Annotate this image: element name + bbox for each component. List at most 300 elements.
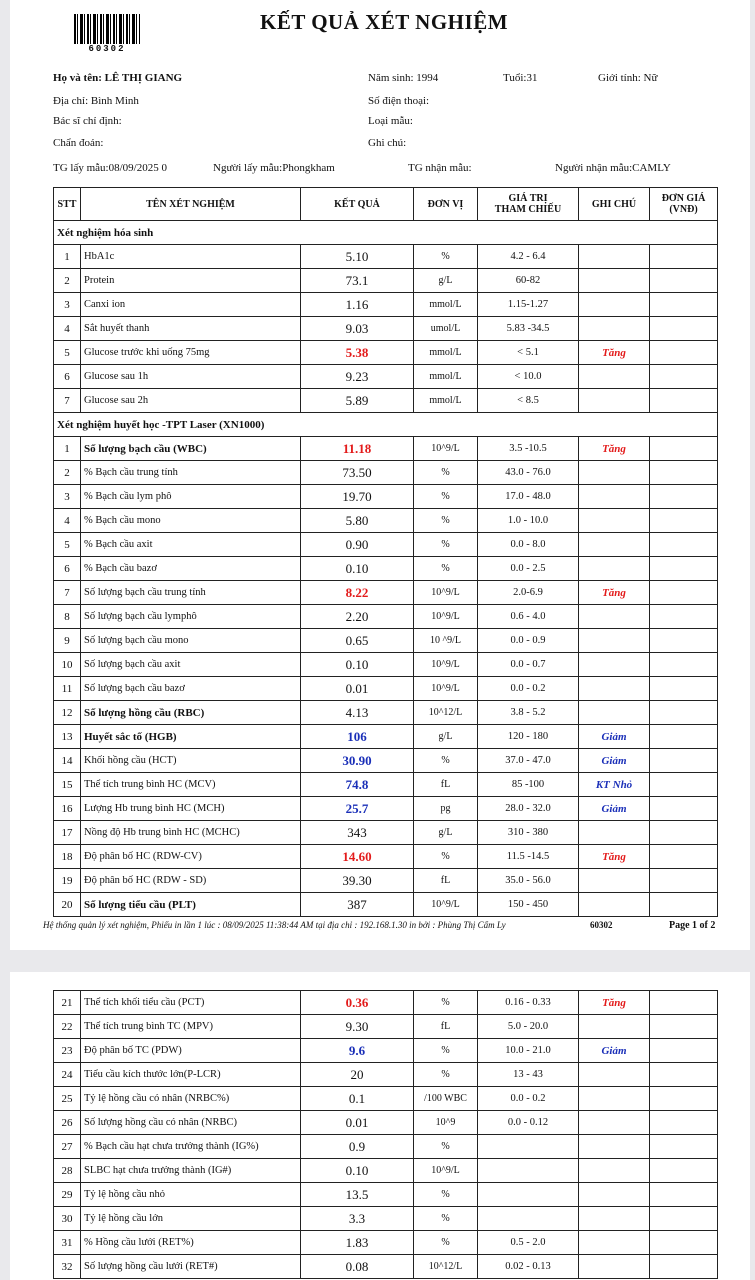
table-row bbox=[54, 991, 718, 1015]
table-row bbox=[54, 701, 718, 725]
cell-test-name: Canxi ion bbox=[81, 293, 301, 317]
cell-stt: 2 bbox=[54, 269, 81, 293]
cell-unit: % bbox=[414, 1183, 478, 1207]
cell-unit: g/L bbox=[414, 269, 478, 293]
table-row bbox=[54, 1159, 718, 1183]
cell-stt: 31 bbox=[54, 1231, 81, 1255]
table-row bbox=[54, 725, 718, 749]
cell-price bbox=[650, 389, 718, 413]
cell-test-name: Glucose sau 1h bbox=[81, 365, 301, 389]
cell-unit: % bbox=[414, 749, 478, 773]
table-row bbox=[54, 509, 718, 533]
cell-stt: 30 bbox=[54, 1207, 81, 1231]
cell-price bbox=[650, 869, 718, 893]
cell-reference: 0.02 - 0.13 bbox=[478, 1255, 579, 1279]
cell-note bbox=[579, 269, 650, 293]
cell-note bbox=[579, 1087, 650, 1111]
cell-reference: 60-82 bbox=[478, 269, 579, 293]
report-page-1 bbox=[10, 0, 750, 950]
cell-result: 387 bbox=[301, 893, 414, 917]
cell-price bbox=[650, 845, 718, 869]
sample-type-label: Loại mẫu: bbox=[368, 115, 413, 127]
table-row bbox=[54, 629, 718, 653]
table-row bbox=[54, 461, 718, 485]
results-table bbox=[53, 187, 718, 917]
cell-test-name: Glucose trước khi uống 75mg bbox=[81, 341, 301, 365]
table-row bbox=[54, 365, 718, 389]
cell-result: 0.1 bbox=[301, 1087, 414, 1111]
table-row bbox=[54, 1231, 718, 1255]
header-result: KẾT QUẢ bbox=[301, 188, 414, 221]
cell-unit: 10^9 bbox=[414, 1111, 478, 1135]
cell-test-name: Thể tích khối tiểu cầu (PCT) bbox=[81, 991, 301, 1015]
cell-price bbox=[650, 245, 718, 269]
cell-note bbox=[579, 677, 650, 701]
cell-reference: 17.0 - 48.0 bbox=[478, 485, 579, 509]
cell-result: 2.20 bbox=[301, 605, 414, 629]
cell-price bbox=[650, 269, 718, 293]
cell-test-name: HbA1c bbox=[81, 245, 301, 269]
cell-result: 9.03 bbox=[301, 317, 414, 341]
cell-price bbox=[650, 461, 718, 485]
cell-stt: 2 bbox=[54, 461, 81, 485]
cell-test-name: Lượng Hb trung bình HC (MCH) bbox=[81, 797, 301, 821]
cell-price bbox=[650, 581, 718, 605]
cell-stt: 22 bbox=[54, 1015, 81, 1039]
cell-reference: 85 -100 bbox=[478, 773, 579, 797]
table-row bbox=[54, 605, 718, 629]
birth-year-line: Năm sinh: 1994 bbox=[368, 72, 439, 84]
cell-result: 73.50 bbox=[301, 461, 414, 485]
cell-stt: 26 bbox=[54, 1111, 81, 1135]
cell-note: Tăng bbox=[579, 581, 650, 605]
cell-result: 3.3 bbox=[301, 1207, 414, 1231]
cell-unit: /100 WBC bbox=[414, 1087, 478, 1111]
cell-stt: 8 bbox=[54, 605, 81, 629]
cell-price bbox=[650, 773, 718, 797]
cell-note bbox=[579, 1231, 650, 1255]
cell-stt: 13 bbox=[54, 725, 81, 749]
cell-unit: 10^9/L bbox=[414, 581, 478, 605]
cell-note bbox=[579, 1111, 650, 1135]
cell-reference: 2.0-6.9 bbox=[478, 581, 579, 605]
cell-stt: 7 bbox=[54, 581, 81, 605]
cell-unit: 10^9/L bbox=[414, 437, 478, 461]
cell-test-name: Số lượng bạch cầu (WBC) bbox=[81, 437, 301, 461]
cell-reference bbox=[478, 1183, 579, 1207]
cell-unit: 10^12/L bbox=[414, 701, 478, 725]
cell-stt: 18 bbox=[54, 845, 81, 869]
cell-note bbox=[579, 1159, 650, 1183]
cell-note bbox=[579, 893, 650, 917]
sampler: Người lấy mẫu:Phongkham bbox=[213, 162, 335, 174]
cell-stt: 27 bbox=[54, 1135, 81, 1159]
gender: Nữ bbox=[643, 72, 658, 84]
cell-result: 73.1 bbox=[301, 269, 414, 293]
cell-note bbox=[579, 557, 650, 581]
cell-unit: % bbox=[414, 1063, 478, 1087]
table-row bbox=[54, 845, 718, 869]
cell-reference: < 8.5 bbox=[478, 389, 579, 413]
cell-result: 4.13 bbox=[301, 701, 414, 725]
header-price: ĐƠN GIÁ (VNĐ) bbox=[650, 188, 718, 221]
cell-price bbox=[650, 749, 718, 773]
cell-unit: fL bbox=[414, 773, 478, 797]
cell-unit: % bbox=[414, 991, 478, 1015]
cell-note bbox=[579, 869, 650, 893]
cell-stt: 6 bbox=[54, 557, 81, 581]
cell-result: 9.30 bbox=[301, 1015, 414, 1039]
cell-test-name: Khối hồng cầu (HCT) bbox=[81, 749, 301, 773]
cell-result: 106 bbox=[301, 725, 414, 749]
cell-test-name: % Bạch cầu hạt chưa trưởng thành (IG%) bbox=[81, 1135, 301, 1159]
cell-unit: g/L bbox=[414, 725, 478, 749]
table-row bbox=[54, 389, 718, 413]
cell-price bbox=[650, 1183, 718, 1207]
cell-stt: 1 bbox=[54, 245, 81, 269]
cell-unit: fL bbox=[414, 869, 478, 893]
cell-unit: umol/L bbox=[414, 317, 478, 341]
cell-test-name: % Bạch cầu trung tính bbox=[81, 461, 301, 485]
table-row bbox=[54, 653, 718, 677]
cell-unit: % bbox=[414, 1135, 478, 1159]
cell-reference: 37.0 - 47.0 bbox=[478, 749, 579, 773]
cell-result: 9.23 bbox=[301, 365, 414, 389]
section-hematology bbox=[54, 413, 718, 437]
cell-unit: 10^9/L bbox=[414, 1159, 478, 1183]
report-title: KẾT QUẢ XÉT NGHIỆM bbox=[260, 10, 509, 34]
cell-stt: 24 bbox=[54, 1063, 81, 1087]
cell-test-name: Số lượng bạch cầu axit bbox=[81, 653, 301, 677]
cell-stt: 17 bbox=[54, 821, 81, 845]
table-row bbox=[54, 869, 718, 893]
cell-unit: % bbox=[414, 509, 478, 533]
table-row bbox=[54, 1015, 718, 1039]
cell-unit: % bbox=[414, 557, 478, 581]
cell-result: 0.9 bbox=[301, 1135, 414, 1159]
cell-test-name: Số lượng bạch cầu trung tính bbox=[81, 581, 301, 605]
table-row bbox=[54, 821, 718, 845]
receiver: Người nhận mẫu:CAMLY bbox=[555, 162, 671, 174]
cell-reference: 0.5 - 2.0 bbox=[478, 1231, 579, 1255]
cell-result: 0.10 bbox=[301, 653, 414, 677]
cell-stt: 11 bbox=[54, 677, 81, 701]
cell-stt: 9 bbox=[54, 629, 81, 653]
cell-note bbox=[579, 365, 650, 389]
cell-result: 8.22 bbox=[301, 581, 414, 605]
cell-test-name: Protein bbox=[81, 269, 301, 293]
cell-price bbox=[650, 533, 718, 557]
cell-price bbox=[650, 1135, 718, 1159]
cell-note: Giảm bbox=[579, 797, 650, 821]
cell-stt: 5 bbox=[54, 533, 81, 557]
cell-result: 5.38 bbox=[301, 341, 414, 365]
cell-result: 14.60 bbox=[301, 845, 414, 869]
cell-result: 0.65 bbox=[301, 629, 414, 653]
cell-reference: < 10.0 bbox=[478, 365, 579, 389]
cell-reference: 0.0 - 0.7 bbox=[478, 653, 579, 677]
cell-result: 5.10 bbox=[301, 245, 414, 269]
cell-note: Tăng bbox=[579, 845, 650, 869]
footer-code: 60302 bbox=[590, 920, 613, 930]
cell-result: 1.16 bbox=[301, 293, 414, 317]
cell-price bbox=[650, 1111, 718, 1135]
cell-note bbox=[579, 1207, 650, 1231]
cell-note bbox=[579, 1183, 650, 1207]
cell-reference: 35.0 - 56.0 bbox=[478, 869, 579, 893]
cell-reference: 0.0 - 0.2 bbox=[478, 677, 579, 701]
cell-result: 1.83 bbox=[301, 1231, 414, 1255]
table-row bbox=[54, 749, 718, 773]
cell-result: 9.6 bbox=[301, 1039, 414, 1063]
cell-note: Giảm bbox=[579, 1039, 650, 1063]
cell-reference bbox=[478, 1159, 579, 1183]
doctor-label: Bác sĩ chỉ định: bbox=[53, 115, 122, 127]
cell-test-name: Độ phân bố HC (RDW - SD) bbox=[81, 869, 301, 893]
cell-test-name: Số lượng bạch cầu lymphô bbox=[81, 605, 301, 629]
table-row bbox=[54, 773, 718, 797]
cell-price bbox=[650, 557, 718, 581]
cell-stt: 6 bbox=[54, 365, 81, 389]
header-unit: ĐƠN VỊ bbox=[414, 188, 478, 221]
patient-address-line: Địa chỉ: Bình Minh bbox=[53, 95, 139, 107]
cell-unit: % bbox=[414, 245, 478, 269]
cell-reference: 150 - 450 bbox=[478, 893, 579, 917]
cell-stt: 4 bbox=[54, 317, 81, 341]
table-row bbox=[54, 245, 718, 269]
cell-reference: 11.5 -14.5 bbox=[478, 845, 579, 869]
cell-unit: % bbox=[414, 845, 478, 869]
table-row bbox=[54, 1111, 718, 1135]
cell-price bbox=[650, 485, 718, 509]
cell-result: 74.8 bbox=[301, 773, 414, 797]
diagnosis-label: Chẩn đoán: bbox=[53, 137, 104, 149]
cell-unit: 10 ^9/L bbox=[414, 629, 478, 653]
cell-note: Giảm bbox=[579, 749, 650, 773]
cell-note bbox=[579, 389, 650, 413]
barcode-number: 60302 bbox=[88, 44, 126, 54]
table-row bbox=[54, 341, 718, 365]
table-row bbox=[54, 1135, 718, 1159]
cell-test-name: Số lượng hồng cầu (RBC) bbox=[81, 701, 301, 725]
header-stt: STT bbox=[54, 188, 81, 221]
cell-result: 0.01 bbox=[301, 1111, 414, 1135]
cell-reference: < 5.1 bbox=[478, 341, 579, 365]
cell-result: 13.5 bbox=[301, 1183, 414, 1207]
cell-stt: 5 bbox=[54, 341, 81, 365]
cell-stt: 32 bbox=[54, 1255, 81, 1279]
table-row bbox=[54, 1063, 718, 1087]
cell-unit: mmol/L bbox=[414, 293, 478, 317]
cell-price bbox=[650, 1255, 718, 1279]
cell-reference: 310 - 380 bbox=[478, 821, 579, 845]
cell-result: 0.10 bbox=[301, 557, 414, 581]
cell-unit: % bbox=[414, 485, 478, 509]
cell-note bbox=[579, 317, 650, 341]
section-biochemistry bbox=[54, 221, 718, 245]
cell-note bbox=[579, 533, 650, 557]
cell-reference: 0.6 - 4.0 bbox=[478, 605, 579, 629]
cell-test-name: Tiểu cầu kích thước lớn(P-LCR) bbox=[81, 1063, 301, 1087]
cell-result: 0.10 bbox=[301, 1159, 414, 1183]
cell-note bbox=[579, 509, 650, 533]
cell-stt: 21 bbox=[54, 991, 81, 1015]
table-row bbox=[54, 485, 718, 509]
cell-price bbox=[650, 1063, 718, 1087]
cell-stt: 20 bbox=[54, 893, 81, 917]
cell-reference: 3.5 -10.5 bbox=[478, 437, 579, 461]
cell-price bbox=[650, 653, 718, 677]
cell-note bbox=[579, 1063, 650, 1087]
cell-reference: 120 - 180 bbox=[478, 725, 579, 749]
cell-unit: % bbox=[414, 1207, 478, 1231]
cell-unit: 10^9/L bbox=[414, 893, 478, 917]
table-row bbox=[54, 1183, 718, 1207]
barcode bbox=[74, 14, 140, 44]
cell-reference: 0.0 - 2.5 bbox=[478, 557, 579, 581]
cell-reference bbox=[478, 1207, 579, 1231]
cell-unit: pg bbox=[414, 797, 478, 821]
cell-unit: mmol/L bbox=[414, 365, 478, 389]
cell-result: 0.08 bbox=[301, 1255, 414, 1279]
cell-unit: % bbox=[414, 1039, 478, 1063]
cell-result: 39.30 bbox=[301, 869, 414, 893]
cell-stt: 28 bbox=[54, 1159, 81, 1183]
cell-result: 25.7 bbox=[301, 797, 414, 821]
cell-price bbox=[650, 1231, 718, 1255]
cell-note: KT Nhỏ bbox=[579, 773, 650, 797]
cell-stt: 25 bbox=[54, 1087, 81, 1111]
cell-stt: 10 bbox=[54, 653, 81, 677]
notes-label: Ghi chú: bbox=[368, 137, 407, 149]
footer-page: Page 1 of 2 bbox=[669, 920, 716, 931]
cell-price bbox=[650, 629, 718, 653]
age-line: Tuổi:31 bbox=[503, 72, 538, 84]
cell-unit: mmol/L bbox=[414, 341, 478, 365]
cell-note: Tăng bbox=[579, 341, 650, 365]
cell-reference: 4.2 - 6.4 bbox=[478, 245, 579, 269]
cell-note bbox=[579, 461, 650, 485]
cell-note: Giảm bbox=[579, 725, 650, 749]
cell-result: 0.90 bbox=[301, 533, 414, 557]
cell-test-name: Số lượng bạch cầu mono bbox=[81, 629, 301, 653]
cell-reference: 1.0 - 10.0 bbox=[478, 509, 579, 533]
cell-price bbox=[650, 701, 718, 725]
cell-stt: 3 bbox=[54, 293, 81, 317]
table-row bbox=[54, 677, 718, 701]
cell-note: Tăng bbox=[579, 437, 650, 461]
cell-reference: 28.0 - 32.0 bbox=[478, 797, 579, 821]
cell-reference: 0.16 - 0.33 bbox=[478, 991, 579, 1015]
table-row bbox=[54, 797, 718, 821]
table-row bbox=[54, 1207, 718, 1231]
cell-test-name: Thể tích trung bình HC (MCV) bbox=[81, 773, 301, 797]
cell-test-name: Glucose sau 2h bbox=[81, 389, 301, 413]
cell-stt: 1 bbox=[54, 437, 81, 461]
cell-reference: 0.0 - 0.9 bbox=[478, 629, 579, 653]
cell-price bbox=[650, 797, 718, 821]
cell-stt: 7 bbox=[54, 389, 81, 413]
table-row bbox=[54, 581, 718, 605]
cell-reference: 0.0 - 0.12 bbox=[478, 1111, 579, 1135]
cell-unit: % bbox=[414, 533, 478, 557]
cell-unit: 10^12/L bbox=[414, 1255, 478, 1279]
table-row bbox=[54, 1087, 718, 1111]
cell-unit: 10^9/L bbox=[414, 605, 478, 629]
patient-name-line: Họ và tên: LÊ THỊ GIANG bbox=[53, 72, 183, 84]
cell-result: 5.89 bbox=[301, 389, 414, 413]
cell-price bbox=[650, 1159, 718, 1183]
cell-result: 343 bbox=[301, 821, 414, 845]
cell-price bbox=[650, 317, 718, 341]
cell-price bbox=[650, 821, 718, 845]
phone-label: Số điện thoại: bbox=[368, 95, 430, 107]
cell-price bbox=[650, 1087, 718, 1111]
cell-note bbox=[579, 605, 650, 629]
cell-test-name: Số lượng bạch cầu bazơ bbox=[81, 677, 301, 701]
cell-price bbox=[650, 1015, 718, 1039]
cell-test-name: Số lượng hồng cầu có nhân (NRBC) bbox=[81, 1111, 301, 1135]
cell-note bbox=[579, 293, 650, 317]
cell-test-name: % Bạch cầu lym phô bbox=[81, 485, 301, 509]
cell-test-name: Thể tích trung bình TC (MPV) bbox=[81, 1015, 301, 1039]
cell-price bbox=[650, 365, 718, 389]
cell-note: Tăng bbox=[579, 991, 650, 1015]
age: 31 bbox=[526, 72, 538, 84]
cell-reference: 43.0 - 76.0 bbox=[478, 461, 579, 485]
table-row bbox=[54, 1255, 718, 1279]
patient-address: Bình Minh bbox=[90, 95, 139, 107]
cell-note bbox=[579, 245, 650, 269]
footer-system-text: Hệ thống quản lý xét nghiệm, Phiếu in lần 1 lúc : 08/09/2025 11:38:44 AM tại địa chỉ : 192.168.1.30 in bởi : Phùng Thị Cẩm Ly bbox=[43, 920, 506, 930]
cell-unit: mmol/L bbox=[414, 389, 478, 413]
cell-reference bbox=[478, 1135, 579, 1159]
cell-test-name: Độ phân bố HC (RDW-CV) bbox=[81, 845, 301, 869]
cell-stt: 15 bbox=[54, 773, 81, 797]
cell-unit: % bbox=[414, 1231, 478, 1255]
cell-test-name: % Hồng cầu lưới (RET%) bbox=[81, 1231, 301, 1255]
header-name: TÊN XÉT NGHIỆM bbox=[81, 188, 301, 221]
cell-stt: 19 bbox=[54, 869, 81, 893]
cell-price bbox=[650, 605, 718, 629]
section-hematology-label: Xét nghiệm huyết học -TPT Laser (XN1000) bbox=[54, 413, 718, 437]
cell-test-name: Huyết sắc tố (HGB) bbox=[81, 725, 301, 749]
cell-note bbox=[579, 1255, 650, 1279]
table-header bbox=[54, 188, 718, 221]
cell-stt: 29 bbox=[54, 1183, 81, 1207]
cell-test-name: Nồng độ Hb trung bình HC (MCHC) bbox=[81, 821, 301, 845]
cell-stt: 3 bbox=[54, 485, 81, 509]
cell-result: 0.36 bbox=[301, 991, 414, 1015]
table-row bbox=[54, 557, 718, 581]
cell-unit: % bbox=[414, 461, 478, 485]
table-row bbox=[54, 893, 718, 917]
header-note: GHI CHÚ bbox=[579, 188, 650, 221]
cell-reference: 0.0 - 0.2 bbox=[478, 1087, 579, 1111]
cell-reference: 5.83 -34.5 bbox=[478, 317, 579, 341]
table-row bbox=[54, 293, 718, 317]
cell-reference: 5.0 - 20.0 bbox=[478, 1015, 579, 1039]
table-row bbox=[54, 317, 718, 341]
cell-price bbox=[650, 341, 718, 365]
cell-test-name: % Bạch cầu mono bbox=[81, 509, 301, 533]
cell-test-name: Tỷ lệ hồng cầu có nhân (NRBC%) bbox=[81, 1087, 301, 1111]
cell-result: 5.80 bbox=[301, 509, 414, 533]
cell-test-name: Độ phân bố TC (PDW) bbox=[81, 1039, 301, 1063]
cell-unit: 10^9/L bbox=[414, 653, 478, 677]
receive-time: TG nhận mẫu: bbox=[408, 162, 472, 174]
cell-price bbox=[650, 509, 718, 533]
